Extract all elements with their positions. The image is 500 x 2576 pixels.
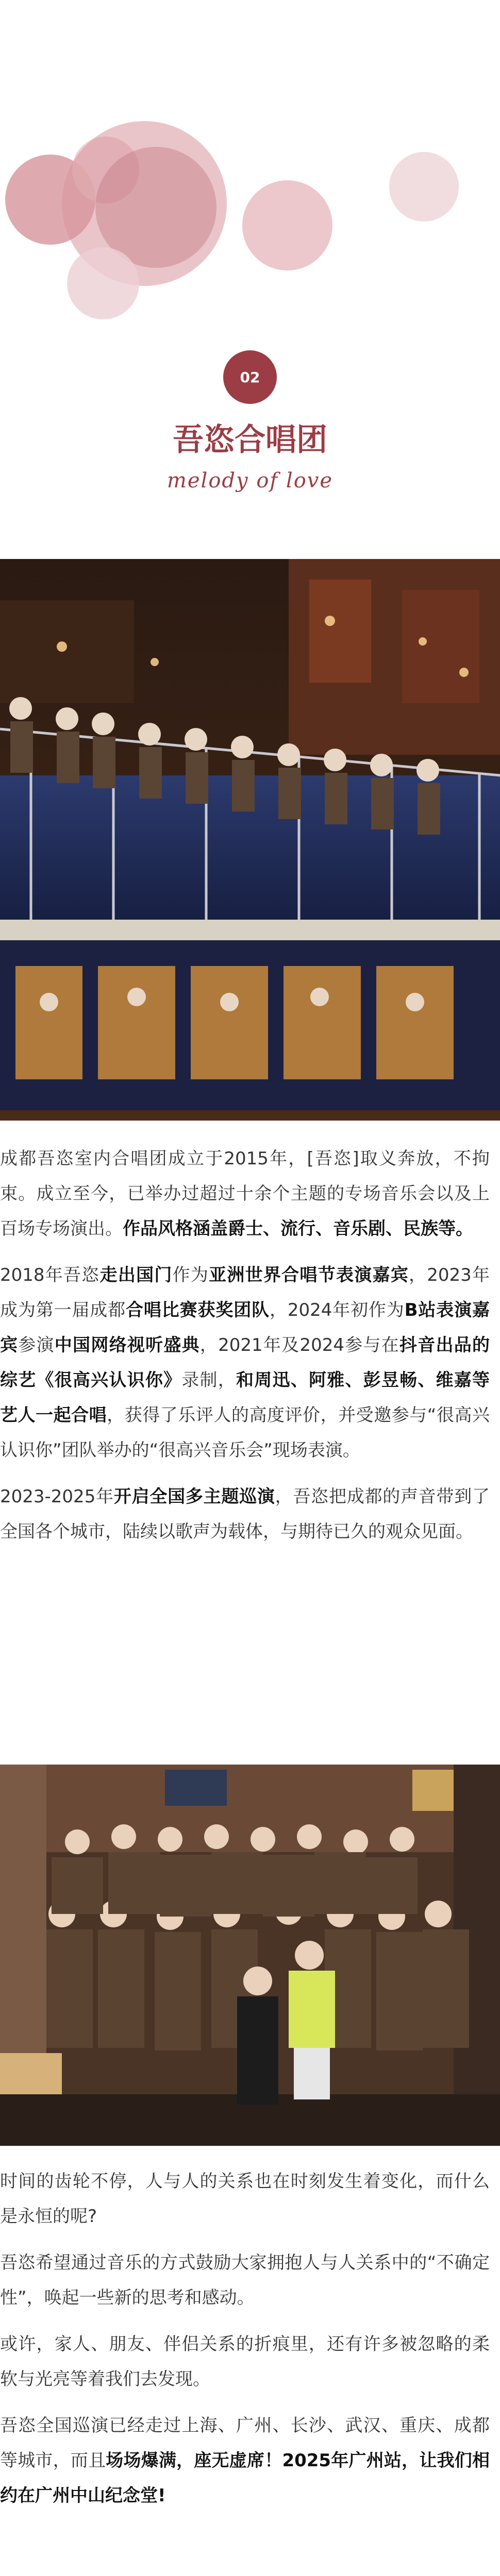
text-run-bold: 开启全国多主题巡演 <box>113 1486 275 1507</box>
text-run: 2023-2025年 <box>0 1486 114 1507</box>
intro-paragraph-1 <box>0 1141 490 1246</box>
text-run-bold: 和周迅、阿雅、彭昱畅、维嘉等艺人一起合唱 <box>0 1370 490 1426</box>
text-run: ，2024年初作为 <box>269 1300 405 1320</box>
section-subtitle: melody of love <box>166 469 334 493</box>
decor-bubble <box>389 152 459 222</box>
text-run: ，获得了乐评人的高度评价，并受邀参与“很高兴认识你”团队举办的“很高兴音乐会”现场表演。 <box>0 1405 490 1461</box>
text-run-bold: 中国网络视听盛典 <box>54 1335 200 1355</box>
text-run: 2018年吾恣 <box>0 1265 100 1285</box>
intro-paragraph-2 <box>0 1258 490 1468</box>
text-run: 吾恣全国巡演已经走过上海、广州、长沙、武汉、重庆、成都等城市，而且 <box>0 2415 490 2471</box>
section-header <box>0 350 500 493</box>
closing-paragraph-1: 时间的齿轮不停，人与人的关系也在时刻发生着变化，而什么是永恒的呢? <box>0 2171 490 2227</box>
decor-bubble <box>242 180 332 270</box>
text-run-bold: 走出国门 <box>99 1265 173 1285</box>
closing-paragraph-4 <box>0 2408 490 2513</box>
text-run: 成都吾恣室内合唱团成立于2015年，[吾恣]取义奔放，不拘束。成立至今，已举办过超过十余个主题的专场音乐会以及上百场专场演出。 <box>0 1148 490 1239</box>
text-run-bold: 抖音出品的综艺《很高兴认识你》 <box>0 1335 490 1391</box>
choir-tram-photo <box>0 559 500 1121</box>
intro-paragraph-3 <box>0 1479 490 1549</box>
text-run: ，2021年及2024参与在 <box>199 1335 399 1355</box>
text-run-bold: 作品风格涵盖爵士、流行、音乐剧、民族等。 <box>123 1218 473 1239</box>
closing-paragraph-2: 吾恣希望通过音乐的方式鼓励大家拥抱人与人关系中的“不确定性”，唤起一些新的思考和感动。 <box>0 2252 490 2308</box>
section-title: 吾恣合唱团 <box>173 422 327 458</box>
text-run: 录制， <box>181 1370 237 1391</box>
text-run: ，吾恣把成都的声音带到了全国各个城市，陆续以歌声为载体，与期待已久的观众见面。 <box>0 1486 490 1542</box>
closing-text-block <box>0 2164 495 2524</box>
text-run-bold: B站表演嘉宾 <box>0 1300 490 1355</box>
photo-icon <box>0 559 500 1121</box>
text-run-bold: 合唱比赛获奖团队 <box>126 1300 270 1320</box>
decor-bubble <box>67 247 139 319</box>
text-run: 参演 <box>18 1335 55 1355</box>
text-run: ，2023年成为第一届成都 <box>0 1265 490 1320</box>
photo-icon <box>0 1765 500 2146</box>
intro-text-block <box>0 1141 495 1561</box>
top-decoration <box>0 0 500 319</box>
section-number-badge: 02 <box>223 350 277 404</box>
text-run: 作为 <box>172 1265 209 1285</box>
text-run-bold: 场场爆满，座无虚席！2025年广州站，让我们相约在广州中山纪念堂! <box>0 2450 490 2506</box>
text-run-bold: 亚洲世界合唱节表演嘉宾 <box>209 1265 409 1285</box>
choir-group-photo <box>0 1765 500 2146</box>
closing-paragraph-3: 或许，家人、朋友、伴侣关系的折痕里，还有许多被忽略的柔软与光亮等着我们去发现。 <box>0 2334 490 2389</box>
